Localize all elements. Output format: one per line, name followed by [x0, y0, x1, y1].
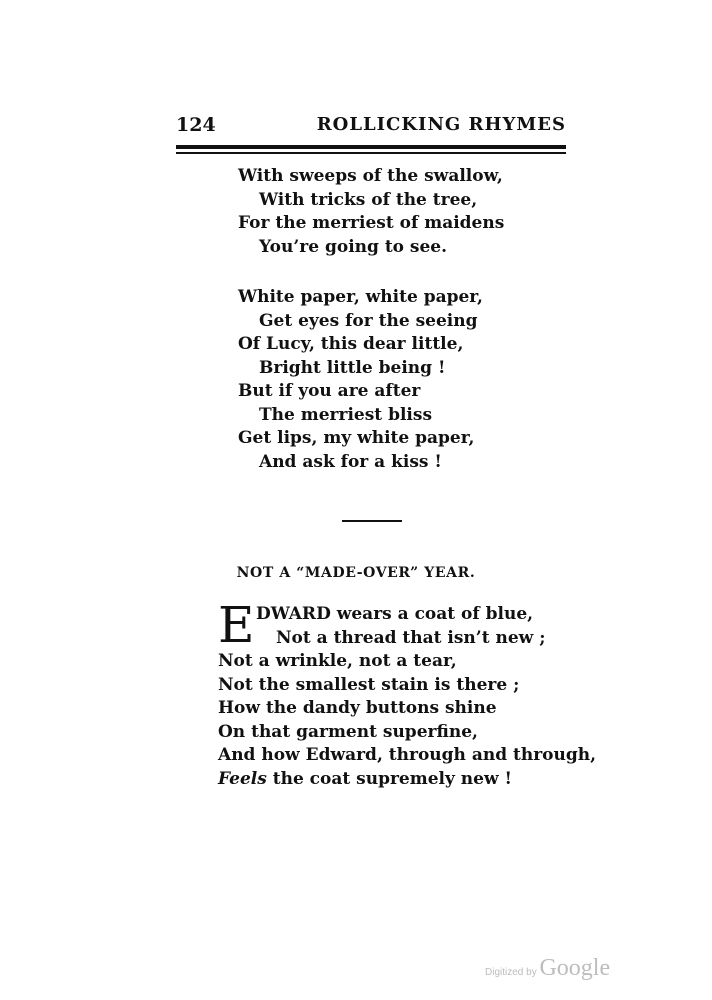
- verse-line: You’re going to see.: [259, 236, 448, 257]
- section-divider: [342, 520, 402, 522]
- header-rule-thick: [176, 145, 566, 149]
- verse-line: Get lips, my white paper,: [238, 428, 475, 448]
- stanza-1: [238, 165, 504, 259]
- running-title: ROLLICKING RHYMES: [316, 114, 566, 135]
- verse-line-text: DWARD wears a coat of blue,: [256, 604, 534, 624]
- watermark-prefix: Digitized by: [485, 967, 540, 978]
- verse-line-text: the coat supremely new !: [266, 768, 512, 789]
- watermark-brand: Google: [539, 955, 611, 981]
- verse-line: Not a thread that isn’t new ;: [276, 627, 546, 648]
- digitized-watermark: [485, 955, 610, 982]
- verse-line: Of Lucy, this dear little,: [238, 334, 464, 354]
- verse-line: The merriest bliss: [259, 404, 433, 425]
- italic-word: Feels: [218, 768, 267, 789]
- verse-line: On that garment superfine,: [218, 721, 478, 742]
- page-header: [176, 114, 566, 142]
- verse-line: White paper, white paper,: [238, 287, 483, 307]
- verse-line: Bright little being !: [259, 357, 446, 378]
- header-rule-thin: [176, 152, 566, 154]
- poem-title: NOT A “MADE-OVER” YEAR.: [236, 565, 476, 581]
- verse-line: And ask for a kiss !: [259, 451, 442, 472]
- verse-line: Not the smallest stain is there ;: [218, 674, 520, 695]
- stanza-2: [238, 286, 483, 474]
- drop-cap: E: [218, 596, 255, 654]
- verse-line: With sweeps of the swallow,: [238, 166, 503, 186]
- verse-line: How the dandy buttons shine: [218, 698, 497, 718]
- stanza-3: [218, 596, 597, 791]
- verse-line: But if you are after: [238, 381, 421, 401]
- verse-line: For the merriest of maidens: [238, 213, 505, 233]
- verse-line: Not a wrinkle, not a tear,: [218, 651, 457, 671]
- verse-line: And how Edward, through and through,: [218, 745, 597, 765]
- verse-line: Get eyes for the seeing: [259, 310, 478, 331]
- verse-line-last: [218, 768, 596, 792]
- page-number: 124: [176, 114, 216, 136]
- verse-line: With tricks of the tree,: [259, 189, 478, 210]
